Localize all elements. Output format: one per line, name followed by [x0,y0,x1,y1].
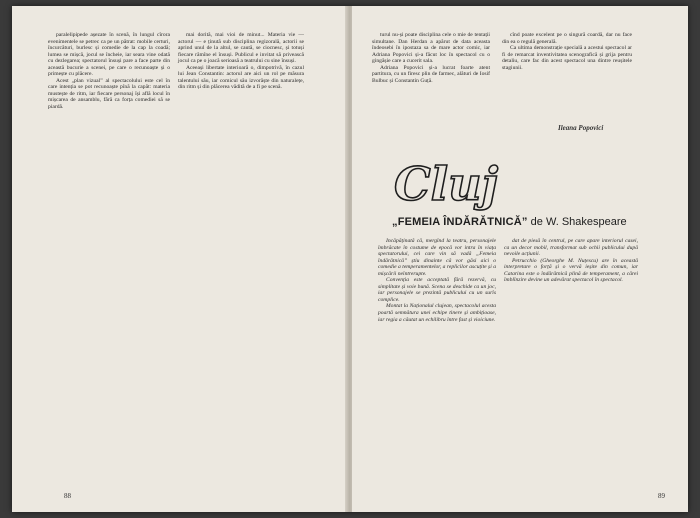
right-page [352,6,688,512]
play-title: „FEMEIA ÎNDĂRĂTNICĂ” [392,216,528,228]
paragraph: Incăpăținată că, mergînd la teatru, personajele îmbrăcate în costume de epocă vor intra în viața spectatorului, cei care vin să vadă „Femeia îndărătnică” știu dinainte că vor găsi aici o comedie a temperamentelor, a replicilor ascuțite și a mișcării neîntrerupte. [378,238,496,277]
page-number-left: 88 [64,492,71,500]
left-page [12,6,348,512]
right-top-column-1 [372,32,490,114]
paragraph: Ca ultima demonstrație specială a acestui spectacol ar fi de remarcat inventivitatea scenografică și grija pentru detaliu, care fac din acest spectacol una dintre reușitele stagiunii. [502,45,632,71]
paragraph: Montat la Naționalul clujean, spectacolul acesta poartă semnătura unei echipe tinere și ambițioase, iar regia a căutat un echilibru între fast și vioiciune. [378,303,496,323]
magazine-spread [12,6,688,512]
left-column-1 [48,32,170,484]
right-top-column-2 [502,32,632,116]
paragraph: Adriana Popovici și-a lucrat foarte atent partitura, cu un firesc plin de farmec, alături de Iosif Bulbuc și Constantin Guță. [372,64,490,84]
paragraph: dat de piesă în centrul, pe care apare interiorul casei, ca un decor mobil, transformat sub ochii publicului după nevoile acțiunii. [504,238,638,258]
paragraph: Aceeași libertate interioară o, dimpotrivă, în cazul lui Jean Constantin: actorul are aici un rol pe măsura talentului său, iar comicul său izvorăște din naturalețe, din ritm și din plăcerea vădită de a fi pe scenă. [178,64,304,91]
play-author: de W. Shakespeare [530,216,627,228]
right-bottom-column-2 [504,238,638,484]
city-heading-logo [392,156,499,212]
left-column-2 [178,32,304,484]
author-signature: Ileana Popovici [558,124,604,132]
paragraph: turul nu-și poate disciplina cele o mie de tentații simultane. Dan Herdan a apărut de data aceasta îndeosebi în ipostaza sa de mare actor comic, iar Adriana Popovici și-a făcut loc în spectacol cu o gingășie care a cucerit sala. [372,32,490,65]
page-number-right: 89 [658,492,665,500]
paragraph: Petrucchio (Gheorghe M. Nuțescu) are în această interpretare o forță și o vervă ieșite din comun, iar Catarina este o îndărătnică plină de temperament, a cărei îmblînzire devine un adevărat spectacol în spectacol. [504,257,638,284]
right-bottom-column-1 [378,238,496,484]
city-heading-text: Cluj [394,157,499,211]
paragraph: Acest „plan vizual” al spectacolului este cel în care intenția se pot recunoaște pînă la capăt: materia mustește de ritm, iar fiecare personaj își află locul în mișcarea de ansamblu, fără ca forța comediei să se piardă. [48,77,170,111]
article-title [392,216,688,228]
paragraph: cînd poate excelent pe o singură coardă, dar nu face din ea o regulă generală. [502,32,632,45]
paragraph: paralelipipede așezate în scenă, în lungul cîrora evenimentele se petrec ca pe un pătrat: mobile certuri, încurcături, burlesc și comedie de la cap la coadă; lumea se mișcă, jocul se încheie, iar seara vine odată cu dezlegarea; spectatorul însuși pare a face parte din această bucurie a scenei, pe care o recunoaște și o primește cu plăcere. [48,32,170,78]
paragraph: mai dorită, mai vioi de minut... Materia vie — actorul — e ținută sub disciplina regizorală, actorii se aprind unul de la altul, se caută, se ciocnesc, și totuși fiecare rămîne el însuși. Publicul e invitat să privească jocul ca pe o joacă serioasă a teatrului cu sine însuși. [178,32,304,65]
paragraph: Convenția este acceptată fără rezervă, cu simplitate și voie bună. Scena se deschide ca un joc, iar personajele se prezintă publicului cu un surîs complice. [378,277,496,303]
